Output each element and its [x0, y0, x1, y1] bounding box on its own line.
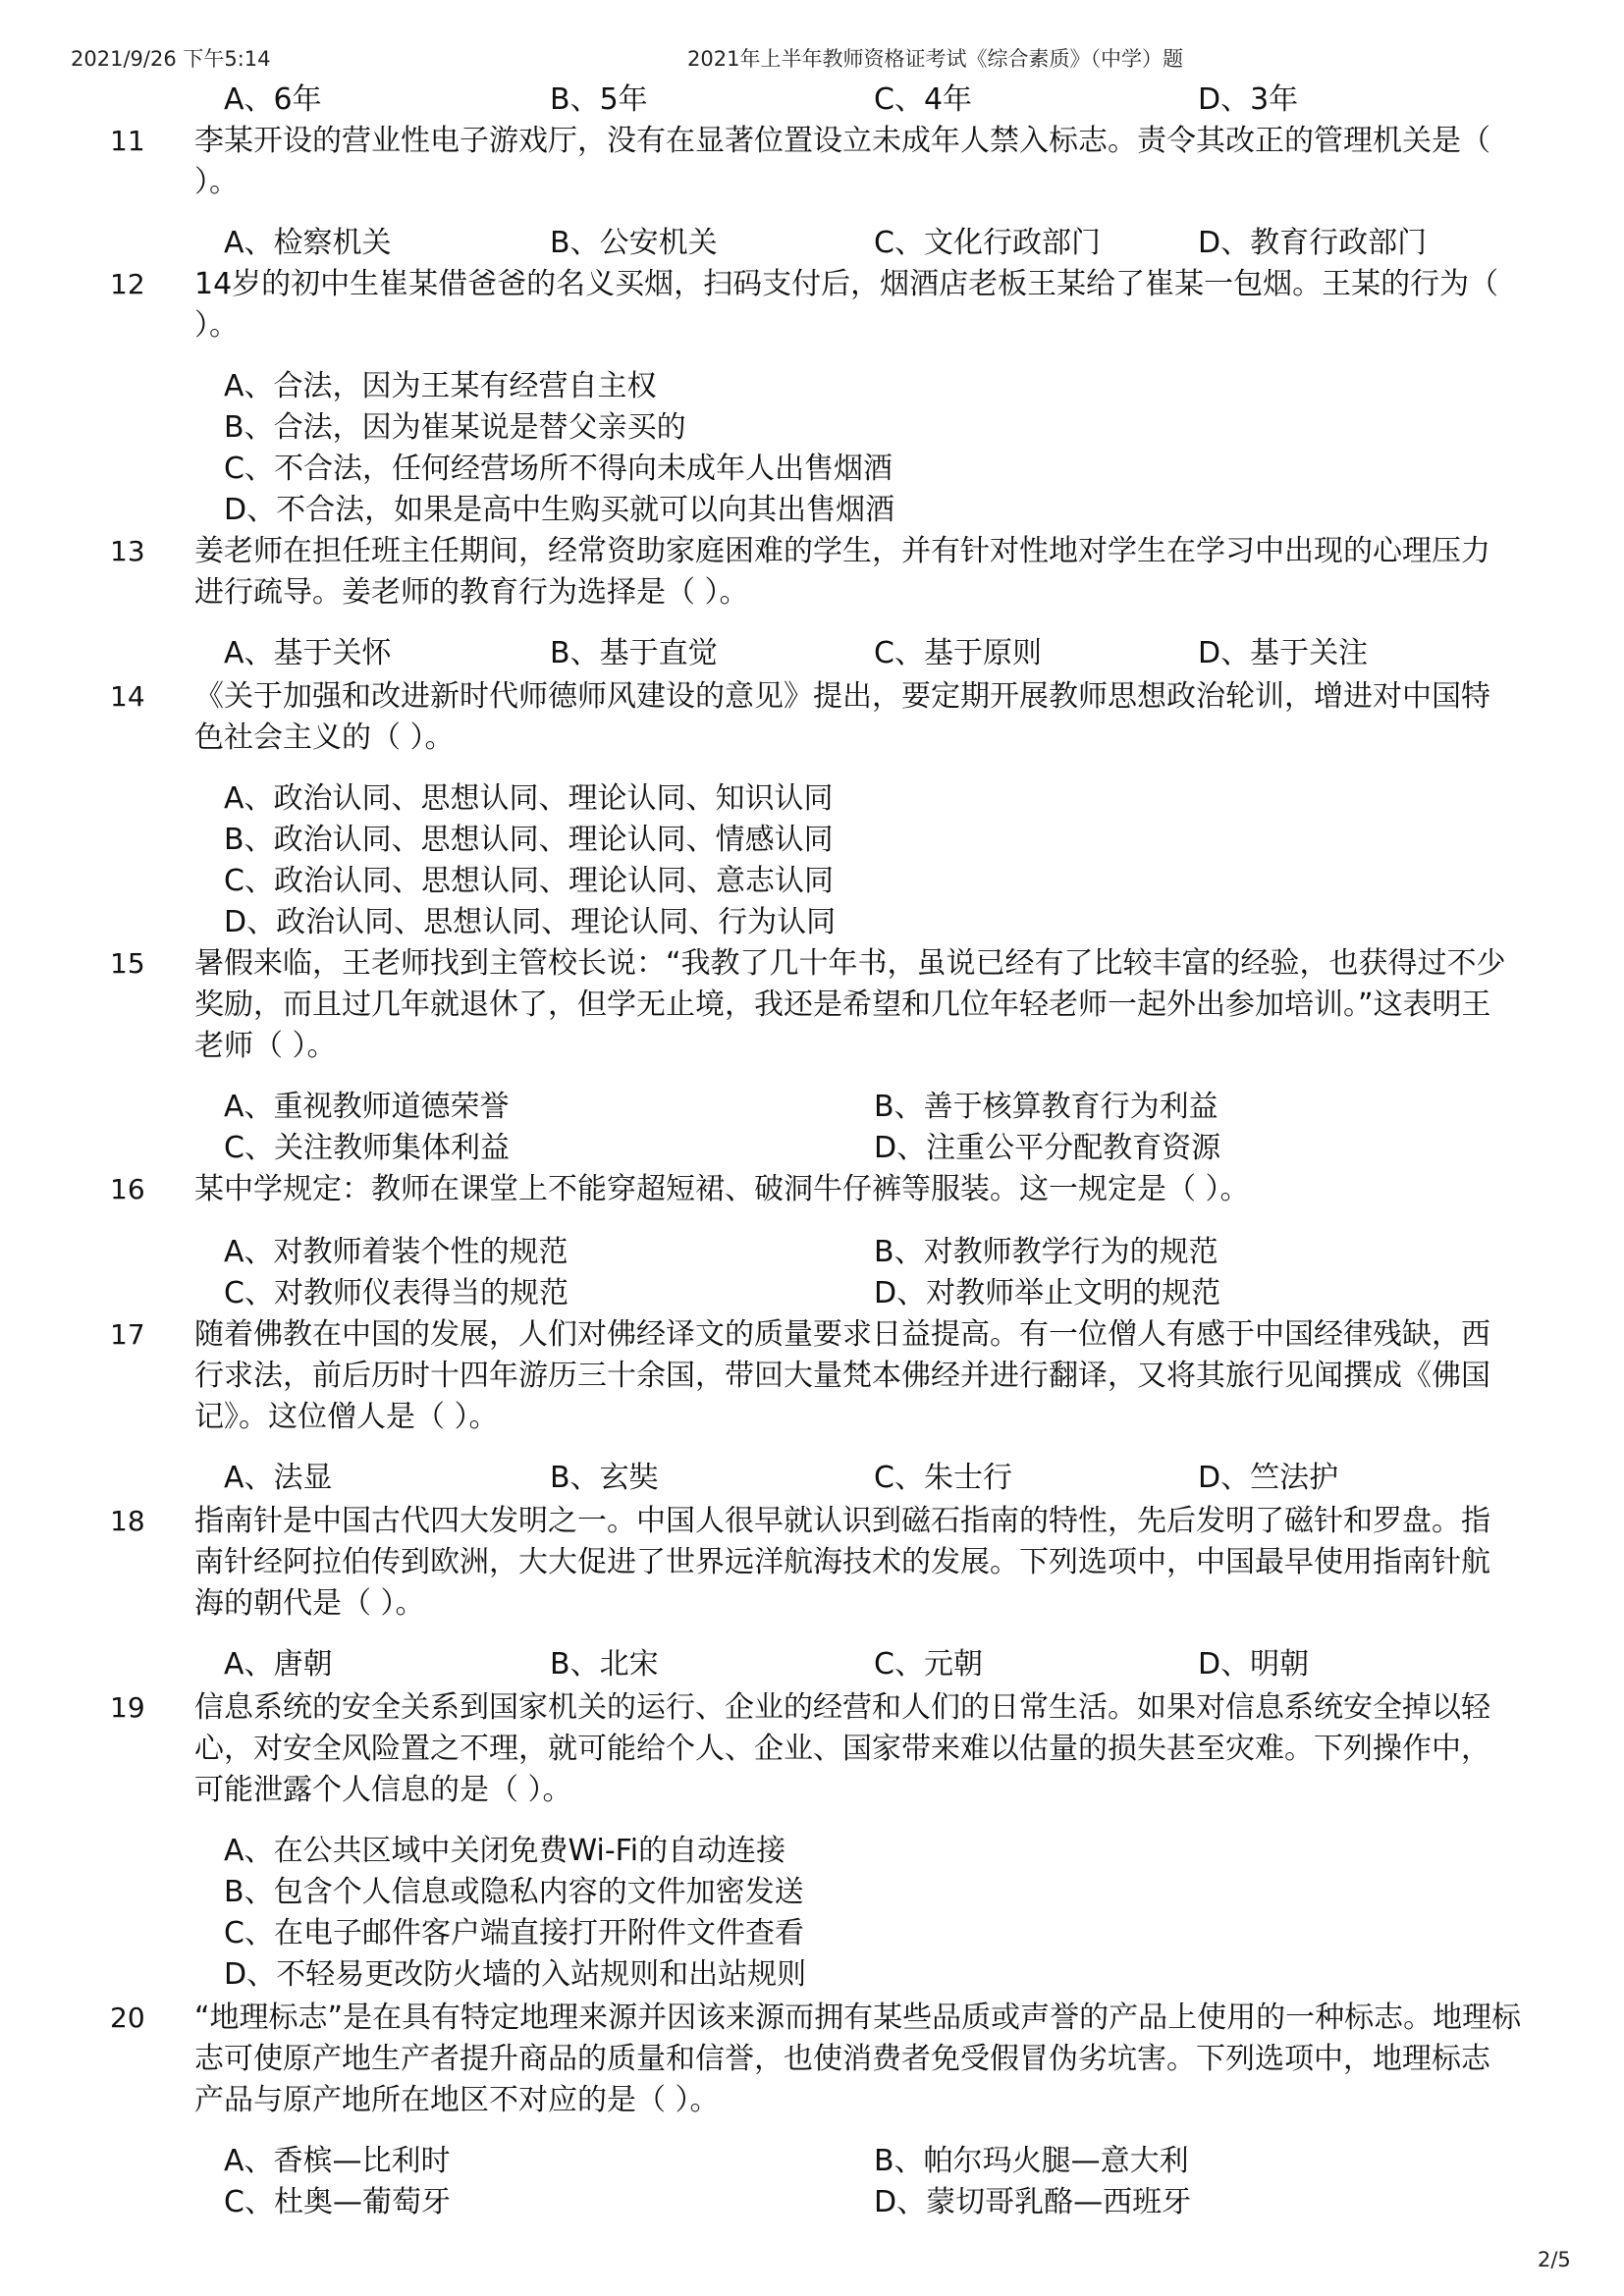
option-d: D、不合法，如果是高中生购买就可以向其出售烟酒 [224, 493, 895, 527]
question-stem-line: 行求法，前后历时十四年游历三十余国，带回大量梵本佛经并进行翻译，又将其旅行见闻撰成《佛国 [194, 1359, 1490, 1393]
option-b: B、合法，因为崔某说是替父亲买的 [224, 410, 686, 445]
question-number: 13 [110, 535, 145, 567]
option-b: B、对教师教学行为的规范 [874, 1235, 1218, 1269]
option-d: D、政治认同、思想认同、理论认同、行为认同 [224, 905, 837, 939]
option-a: A、对教师着装个性的规范 [224, 1235, 568, 1269]
question-stem-line: 指南针是中国古代四大发明之一。中国人很早就认识到磁石指南的特性，先后发明了磁针和罗盘。指 [194, 1504, 1490, 1538]
option-c: C、朱士行 [874, 1461, 1012, 1495]
question-number: 20 [110, 2002, 145, 2034]
question-number: 19 [110, 1691, 145, 1724]
question-stem-line: 14岁的初中生崔某借爸爸的名义买烟，扫码支付后，烟酒店老板王某给了崔某一包烟。王某的行为（ [194, 267, 1499, 301]
question-stem-line: 奖励，而且过几年就退休了，但学无止境，我还是希望和几位年轻老师一起外出参加培训。”这表明王 [194, 988, 1491, 1022]
option-d: D、竺法护 [1198, 1461, 1339, 1495]
q10-option-b: B、5年 [550, 82, 648, 117]
option-d: D、明朝 [1198, 1647, 1310, 1682]
option-c: C、在电子邮件客户端直接打开附件文件查看 [224, 1916, 804, 1950]
option-b: B、政治认同、思想认同、理论认同、情感认同 [224, 823, 834, 857]
question-stem-line: 南针经阿拉伯传到欧洲，大大促进了世界远洋航海技术的发展。下列选项中，中国最早使用指南针航 [194, 1545, 1490, 1579]
question-stem-line: 志可使原产地生产者提升商品的质量和信誉，也使消费者免受假冒伪劣坑害。下列选项中，地理标志 [194, 2042, 1490, 2076]
question-number: 18 [110, 1505, 145, 1537]
option-a: A、法显 [224, 1461, 333, 1495]
option-b: B、玄奘 [550, 1461, 659, 1495]
question-stem-line: 产品与原产地所在地区不对应的是（ ）。 [194, 2083, 720, 2117]
question-stem-line: 随着佛教在中国的发展，人们对佛经译文的质量要求日益提高。有一位僧人有感于中国经律残缺，西 [194, 1317, 1490, 1352]
option-d: D、注重公平分配教育资源 [874, 1131, 1221, 1165]
question-number: 16 [110, 1173, 145, 1205]
question-number: 15 [110, 947, 145, 980]
question-stem-line: 姜老师在担任班主任期间，经常资助家庭困难的学生，并有针对性地对学生在学习中出现的心理压力 [194, 534, 1490, 568]
question-stem-line: 海的朝代是（ ）。 [194, 1586, 425, 1621]
q10-option-c: C、4年 [874, 82, 973, 117]
option-d: D、教育行政部门 [1198, 226, 1428, 260]
option-c: C、文化行政部门 [874, 226, 1101, 260]
option-a: A、在公共区域中关闭免费Wi-Fi的自动连接 [224, 1834, 786, 1868]
option-c: C、关注教师集体利益 [224, 1131, 510, 1165]
question-stem-line: 老师（ ）。 [194, 1029, 337, 1063]
option-d: D、不轻易更改防火墙的入站规则和出站规则 [224, 1957, 807, 1992]
question-stem-line: 可能泄露个人信息的是（ ）。 [194, 1773, 572, 1807]
option-a: A、政治认同、思想认同、理论认同、知识认同 [224, 781, 834, 816]
header-datetime: 2021/9/26 下午5:14 [71, 47, 271, 71]
option-c: C、不合法，任何经营场所不得向未成年人出售烟酒 [224, 452, 893, 486]
option-a: A、重视教师道德荣誉 [224, 1090, 510, 1124]
question-number: 17 [110, 1318, 145, 1351]
question-stem-line: 色社会主义的（ ）。 [194, 721, 455, 755]
option-a: A、香槟—比利时 [224, 2144, 451, 2178]
question-stem-line: 某中学规定：教师在课堂上不能穿超短裙、破洞牛仔裤等服装。这一规定是（ ）。 [194, 1172, 1250, 1206]
option-a: A、基于关怀 [224, 636, 392, 670]
option-c: C、政治认同、思想认同、理论认同、意志认同 [224, 864, 834, 898]
option-b: B、公安机关 [550, 226, 718, 260]
option-b: B、善于核算教育行为利益 [874, 1090, 1218, 1124]
option-a: A、合法，因为王某有经营自主权 [224, 369, 657, 403]
option-c: C、对教师仪表得当的规范 [224, 1276, 568, 1310]
question-stem-line: 李某开设的营业性电子游戏厅，没有在显著位置设立未成年人禁入标志。责令其改正的管理机关是（ [194, 124, 1490, 158]
page-number: 2/5 [1538, 2248, 1571, 2271]
option-d: D、对教师举止文明的规范 [874, 1276, 1221, 1310]
question-stem-line: 心，对安全风险置之不理，就可能给个人、企业、国家带来难以估量的损失甚至灾难。下列操作中， [194, 1732, 1490, 1766]
option-c: C、元朝 [874, 1647, 983, 1682]
question-number: 12 [110, 268, 145, 300]
question-stem-line: 暑假来临，王老师找到主管校长说：“我教了几十年书，虽说已经有了比较丰富的经验，也获得过不少 [194, 946, 1506, 981]
question-stem-line: “地理标志”是在具有特定地理来源并因该来源而拥有某些品质或声誉的产品上使用的一种标志。地理标 [194, 2001, 1522, 2035]
option-b: B、基于直觉 [550, 636, 718, 670]
option-b: B、包含个人信息或隐私内容的文件加密发送 [224, 1875, 804, 1909]
option-a: A、检察机关 [224, 226, 392, 260]
question-stem-line: 《关于加强和改进新时代师德师风建设的意见》提出，要定期开展教师思想政治轮训，增进对中国特 [194, 679, 1490, 714]
q10-option-d: D、3年 [1198, 82, 1299, 117]
question-stem-line: 记》。这位僧人是（ ）。 [194, 1400, 499, 1434]
question-stem-line: 进行疏导。姜老师的教育行为选择是（ ）。 [194, 575, 749, 610]
q10-option-a: A、6年 [224, 82, 322, 117]
option-d: D、蒙切哥乳酪—西班牙 [874, 2185, 1192, 2219]
option-c: C、基于原则 [874, 636, 1042, 670]
header-title: 2021年上半年教师资格证考试《综合素质》（中学）题 [687, 47, 1183, 71]
option-b: B、北宋 [550, 1647, 659, 1682]
question-stem-line: 信息系统的安全关系到国家机关的运行、企业的经营和人们的日常生活。如果对信息系统安全掉以轻 [194, 1690, 1490, 1725]
question-stem-line: ）。 [194, 165, 239, 199]
option-a: A、唐朝 [224, 1647, 333, 1682]
option-c: C、杜奥—葡萄牙 [224, 2185, 451, 2219]
option-d: D、基于关注 [1198, 636, 1369, 670]
option-b: B、帕尔玛火腿—意大利 [874, 2144, 1189, 2178]
question-number: 11 [110, 125, 145, 157]
question-stem-line: ）。 [194, 308, 239, 343]
question-number: 14 [110, 680, 145, 713]
